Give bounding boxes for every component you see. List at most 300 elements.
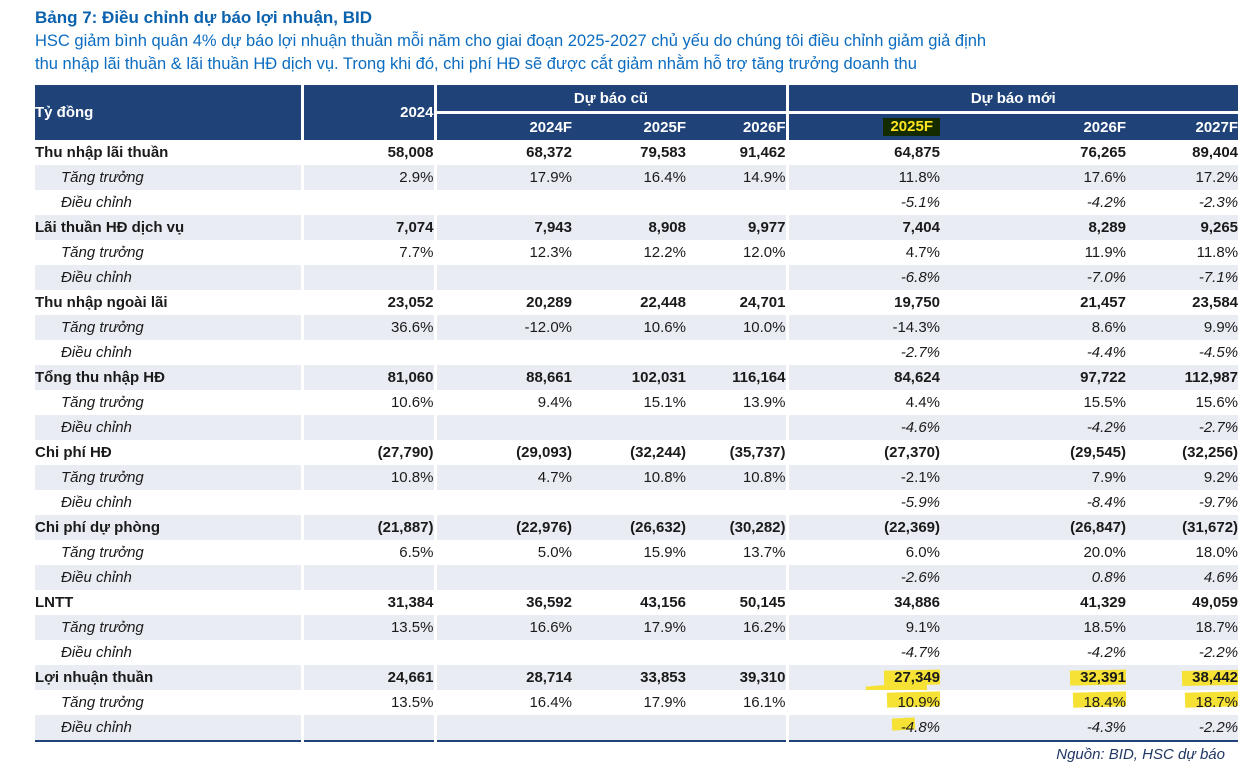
cell-value: (30,282) [729,519,786,536]
cell-value: 10.8% [643,469,686,486]
cell-value: 10.8% [390,469,434,486]
cell-value: 22,448 [640,294,686,311]
table-cell [572,290,686,315]
cell-value: 20,289 [526,294,572,311]
cell-value: 15.6% [1195,394,1239,411]
cell-value: -5.9% [900,494,940,511]
cell-value: 8.6% [1091,319,1126,336]
cell-value: 10.6% [643,319,686,336]
cell-value: 15.1% [643,394,686,411]
cell-value: 15.5% [1083,394,1126,411]
subtitle-line-1: HSC giảm bình quân 4% dự báo lợi nhuận thuần mỗi năm cho giai đoạn 2025-2027 chủ yếu do chúng tôi điều chỉnh giảm giả định [35,32,987,50]
table-cell [435,315,572,340]
table-cell [302,690,435,715]
table-cell [1126,290,1238,315]
table-cell [940,215,1126,240]
table-cell [940,240,1126,265]
cell-value: 49,059 [1192,594,1239,611]
table-cell [435,390,572,415]
table-row [35,340,1238,365]
table-cell [1126,490,1238,515]
table-row [35,590,1238,615]
cell-value: 17.9% [529,169,572,186]
cell-value: 14.9% [742,169,786,186]
cell-value: 116,164 [732,369,786,386]
cell-value: -2.3% [1198,194,1239,211]
table-cell [572,190,686,215]
cell-value: -4.4% [1086,344,1126,361]
table-cell [1126,615,1238,640]
table-cell [1126,590,1238,615]
table-cell [435,190,572,215]
cell-value: 17.2% [1195,169,1239,186]
table-cell [787,440,940,465]
table-cell [686,490,787,515]
table-cell [1126,265,1238,290]
table-cell [435,165,572,190]
table-cell [686,290,787,315]
table-row [35,415,1238,440]
cell-value: 4.4% [905,394,940,411]
table-cell [572,665,686,690]
cell-value: 17.9% [643,694,686,711]
cell-value: 23,584 [1192,294,1239,311]
old-2026f-column-header: 2026F [686,113,787,141]
cell-value: 24,661 [387,669,434,686]
table-cell [940,690,1126,715]
table-cell [1126,165,1238,190]
cell-value: 9.2% [1203,469,1239,486]
table-cell [686,340,787,365]
cell-value: 11.8% [1196,244,1239,261]
cell-value: -4.5% [1198,344,1239,361]
row-label: Tăng trưởng [35,315,302,340]
cell-value: 13.9% [742,394,786,411]
row-label: Tăng trưởng [35,165,302,190]
table-cell [787,515,940,540]
cell-value: 43,156 [640,594,686,611]
table-cell [572,690,686,715]
table-cell [940,540,1126,565]
row-label: Điều chỉnh [35,415,302,440]
table-cell [302,140,435,165]
table-cell [435,240,572,265]
cell-value: 7,404 [902,219,940,236]
table-cell [940,365,1126,390]
cell-value: 23,052 [387,294,434,311]
table-cell [787,665,940,690]
table-cell [787,415,940,440]
table-row [35,615,1238,640]
highlighted-cell-value: 27,349 [894,669,940,686]
row-label: Thu nhập lãi thuần [35,144,169,161]
row-label: LNTT [35,594,74,611]
table-cell [572,615,686,640]
new-forecast-group-header: Dự báo mới [787,85,1238,113]
table-cell [1126,390,1238,415]
table-cell [1126,340,1238,365]
cell-value: (27,370) [884,444,940,461]
table-cell [572,340,686,365]
cell-value: -2.2% [1198,644,1239,661]
table-row [35,365,1238,390]
cell-value: (22,976) [516,519,572,536]
table-cell [787,590,940,615]
cell-value: 102,031 [631,369,686,386]
table-cell [435,365,572,390]
highlighted-cell-value: 18.7% [1195,694,1239,711]
table-cell [435,140,572,165]
cell-value: 13.5% [390,694,434,711]
row-label: Điều chỉnh [35,565,302,590]
table-cell [940,290,1126,315]
table-cell [435,290,572,315]
table-cell [940,415,1126,440]
cell-value: (26,632) [630,519,686,536]
highlighted-cell-value: 10.9% [897,694,940,711]
table-cell [435,590,572,615]
cell-value: -4.2% [1086,419,1126,436]
table-cell [1126,515,1238,540]
cell-value: 31,384 [387,594,434,611]
table-cell [1126,365,1238,390]
table-cell [686,590,787,615]
table-cell [572,415,686,440]
table-cell [686,140,787,165]
table-cell [940,490,1126,515]
table-cell [686,315,787,340]
table-cell [1126,465,1238,490]
table-row [35,465,1238,490]
table-cell [1126,315,1238,340]
cell-value: 36.6% [390,319,434,336]
table-row [35,140,1238,165]
table-cell [302,365,435,390]
table-row [35,515,1238,540]
cell-value: 7.9% [1091,469,1126,486]
row-label: Điều chỉnh [35,265,302,290]
cell-value: 16.6% [529,619,572,636]
table-row [35,290,1238,315]
table-cell [940,440,1126,465]
table-cell [1126,665,1238,690]
table-cell [686,465,787,490]
cell-value: -4.7% [900,644,940,661]
cell-value: 79,583 [640,144,686,161]
table-cell [435,440,572,465]
cell-value: (32,256) [1182,444,1239,461]
table-cell [302,615,435,640]
cell-value: -6.8% [900,269,940,286]
table-cell [435,690,572,715]
table-cell [435,715,572,741]
cell-value: 18.0% [1195,544,1239,561]
cell-value: 13.7% [742,544,786,561]
cell-value: 58,008 [387,144,434,161]
table-cell [302,415,435,440]
table-cell [302,465,435,490]
table-cell [787,390,940,415]
cell-value: 13.5% [390,619,434,636]
table-cell [302,390,435,415]
table-cell [686,440,787,465]
cell-value: 9.1% [905,619,940,636]
table-cell [940,140,1126,165]
row-label: Tăng trưởng [35,465,302,490]
cell-value: 84,624 [894,369,940,386]
table-cell [572,315,686,340]
table-cell [302,715,435,741]
cell-value: -12.0% [524,319,572,336]
cell-value: -2.1% [900,469,940,486]
source-note: Nguồn: BID, HSC dự báo [1056,746,1225,763]
table-cell [435,265,572,290]
table-cell [572,590,686,615]
table-cell [302,265,435,290]
cell-value: -7.1% [1198,269,1239,286]
table-cell [686,165,787,190]
table-row [35,315,1238,340]
old-forecast-group-header: Dự báo cũ [435,85,787,113]
highlighted-cell-value: 38,442 [1192,669,1239,686]
cell-value: 8,289 [1088,219,1126,236]
table-cell [940,165,1126,190]
cell-value: 68,372 [526,144,572,161]
cell-value: 2.9% [399,169,434,186]
cell-value: -2.6% [900,569,940,586]
row-label: Điều chỉnh [61,644,132,661]
cell-value: 97,722 [1080,369,1126,386]
cell-value: 16.1% [742,694,786,711]
old-2024f-column-header: 2024F [435,113,572,141]
table-row [35,540,1238,565]
table-row [35,565,1238,590]
table-cell [940,615,1126,640]
cell-value: (32,244) [630,444,686,461]
table-cell [787,190,940,215]
table-cell [686,390,787,415]
cell-value: (22,369) [884,519,940,536]
cell-value: 7,074 [395,219,434,236]
cell-value: 4.6% [1203,569,1239,586]
table-cell [302,640,435,665]
table-cell [435,490,572,515]
cell-value: 18.7% [1195,619,1239,636]
cell-value: -2.2% [1198,719,1239,736]
row-label: Chi phí dự phòng [35,515,302,540]
table-cell [787,240,940,265]
row-label: Điều chỉnh [61,194,132,211]
cell-value: 36,592 [526,594,572,611]
table-cell [787,490,940,515]
table-row [35,440,1238,465]
table-row [35,215,1238,240]
table-cell [302,565,435,590]
cell-value: 50,145 [739,594,786,611]
page-title: Bảng 7: Điều chỉnh dự báo lợi nhuận, BID [35,8,373,27]
table-cell [572,465,686,490]
row-label: Tăng trưởng [61,694,144,711]
table-cell [787,540,940,565]
row-label: Tăng trưởng [61,244,144,261]
table-cell [435,565,572,590]
table-cell [572,240,686,265]
row-label: Chi phí HĐ [35,444,112,461]
cell-value: 34,886 [894,594,940,611]
cell-value: 18.5% [1083,619,1126,636]
table-cell [572,640,686,665]
table-cell [686,190,787,215]
cell-value: 21,457 [1080,294,1126,311]
cell-value: 16.4% [529,694,572,711]
table-cell [302,590,435,615]
row-label: Thu nhập ngoài lãi [35,294,168,311]
cell-value: (35,737) [729,444,786,461]
cell-value: (29,545) [1070,444,1126,461]
table-cell [1126,690,1238,715]
table-cell [572,440,686,465]
cell-value: 9,977 [747,219,786,236]
cell-value: 6.5% [399,544,434,561]
year-2024-column-header: 2024 [302,85,435,140]
table-cell [787,690,940,715]
table-cell [572,265,686,290]
cell-value: 39,310 [739,669,786,686]
cell-value: 10.6% [390,394,434,411]
table-cell [435,540,572,565]
cell-value: -14.3% [892,319,940,336]
cell-value: 15.9% [643,544,686,561]
table-cell [572,540,686,565]
table-cell [787,465,940,490]
cell-value: (29,093) [516,444,572,461]
new-2027f-column-header: 2027F [1126,113,1238,141]
row-label: Điều chỉnh [35,715,302,741]
cell-value: 112,987 [1184,369,1239,386]
cell-value: -4.6% [900,419,940,436]
cell-value: -4.2% [1086,644,1126,661]
cell-value: 4.7% [905,244,940,261]
table-cell [302,340,435,365]
table-cell [940,640,1126,665]
table-cell [940,665,1126,690]
table-cell [302,240,435,265]
table-cell [940,340,1126,365]
table-cell [686,540,787,565]
cell-value: 28,714 [526,669,572,686]
cell-value: (21,887) [377,519,434,536]
new-2026f-column-header: 2026F [940,113,1126,141]
cell-value: 76,265 [1080,144,1126,161]
table-cell [1126,540,1238,565]
cell-value: 64,875 [894,144,940,161]
table-cell [302,515,435,540]
cell-value: 10.0% [742,319,786,336]
table-row [35,665,1238,690]
table-cell [572,490,686,515]
table-cell [302,290,435,315]
table-cell [686,690,787,715]
subtitle-line-2: thu nhập lãi thuần & lãi thuần HĐ dịch vụ. Trong khi đó, chi phí HĐ sẽ được cắt giảm nhằm hỗ trợ tăng trưởng doanh thu [35,55,917,73]
cell-value: 12.0% [742,244,786,261]
table-cell [940,715,1126,741]
table-cell [940,265,1126,290]
row-label: Tổng thu nhập HĐ [35,365,302,390]
table-cell [1126,140,1238,165]
table-cell [787,165,940,190]
table-cell [787,315,940,340]
table-row [35,165,1238,190]
cell-value: 20.0% [1083,544,1126,561]
table-cell [787,215,940,240]
row-label: Lãi thuần HĐ dịch vụ [35,215,302,240]
cell-value: 7,943 [534,219,572,236]
row-label: Điều chỉnh [61,344,132,361]
row-label: Tăng trưởng [61,544,144,561]
cell-value: (31,672) [1182,519,1239,536]
table-cell [1126,240,1238,265]
table-cell [787,640,940,665]
table-row [35,490,1238,515]
table-cell [1126,715,1238,741]
unit-column-header: Tỷ đồng [35,85,302,140]
cell-value: -2.7% [900,344,940,361]
table-cell [686,640,787,665]
table-cell [1126,415,1238,440]
cell-value: -2.7% [1198,419,1239,436]
row-label: Lợi nhuận thuần [35,665,302,690]
cell-value: -7.0% [1086,269,1126,286]
table-cell [1126,440,1238,465]
cell-value: 7.7% [399,244,434,261]
cell-value: -4.2% [1086,194,1126,211]
cell-value: -5.1% [900,194,940,211]
row-label: Tăng trưởng [61,394,144,411]
table-cell [686,715,787,741]
table-row [35,640,1238,665]
cell-value: 9,265 [1200,219,1239,236]
table-cell [686,265,787,290]
cell-value: 10.8% [742,469,786,486]
cell-value: 16.2% [742,619,786,636]
table-cell [1126,215,1238,240]
table-header-group-row [35,85,1238,113]
table-cell [572,715,686,741]
table-cell [787,715,940,741]
cell-value: 88,661 [526,369,572,386]
table-row [35,240,1238,265]
table-cell [686,215,787,240]
table-cell [302,440,435,465]
table-cell [1126,565,1238,590]
highlighted-cell-value: 18.4% [1083,694,1126,711]
cell-value: 9.4% [537,394,572,411]
cell-value: -9.7% [1198,494,1239,511]
table-row [35,715,1238,741]
table-cell [1126,190,1238,215]
table-cell [435,515,572,540]
table-cell [787,565,940,590]
highlighted-cell-value: 32,391 [1080,669,1126,686]
cell-value: 33,853 [640,669,686,686]
cell-value: 81,060 [387,369,434,386]
table-cell [302,190,435,215]
table-cell [787,615,940,640]
table-cell [572,215,686,240]
cell-value: 4.7% [537,469,572,486]
cell-value: 0.8% [1091,569,1126,586]
table-cell [940,315,1126,340]
